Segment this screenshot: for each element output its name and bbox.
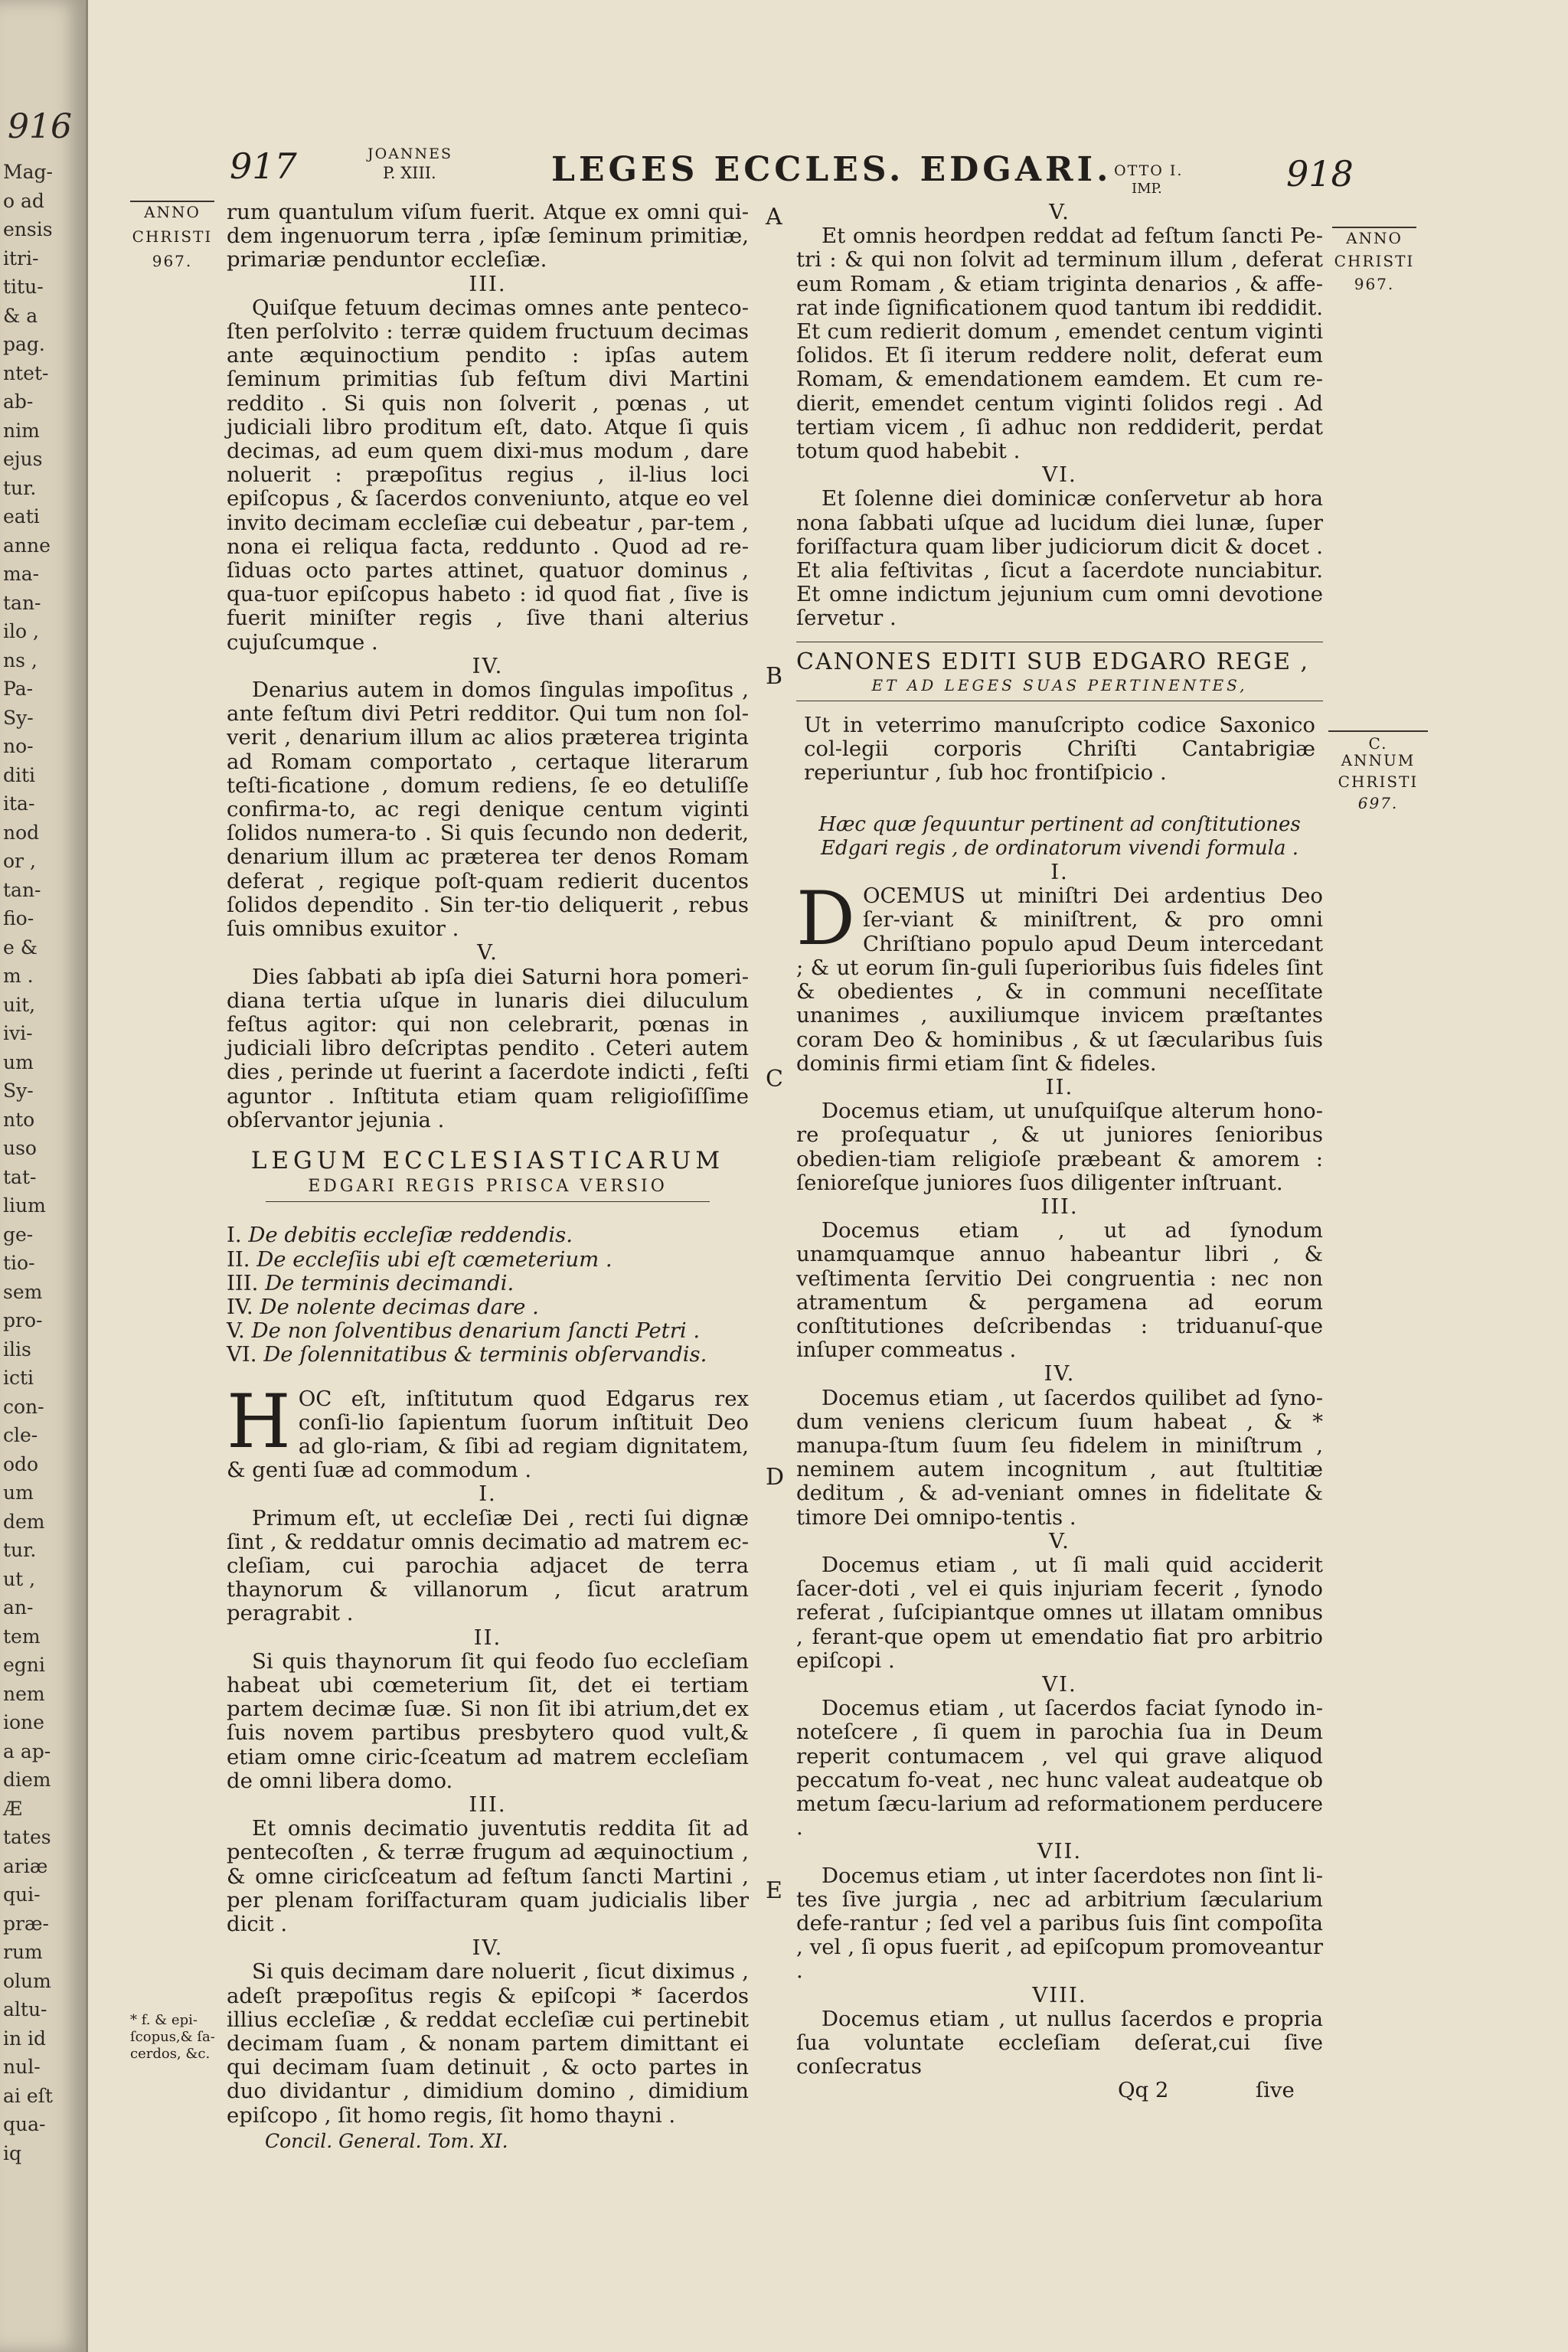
right-column bbox=[796, 201, 1323, 2103]
toc-item bbox=[227, 1319, 749, 1343]
page-number-917: 917 bbox=[230, 145, 297, 187]
canones-intro: Ut in veterrimo manuſcripto codice Saxonico col-legii corporis Chriſti Cantabrigiæ reperiuntur , ſub hoc frontiſpicio . bbox=[804, 713, 1315, 786]
left-page-fragment: diti bbox=[3, 763, 36, 786]
left-page-fragment: pro- bbox=[3, 1309, 43, 1331]
toc-text: De nolente decimas dare . bbox=[260, 1294, 539, 1319]
section-number: III. bbox=[1040, 1194, 1079, 1219]
paragraph: Quiſque fetuum decimas omnes ante penteco-ſten perſolvito : terræ quidem fructuum decimas ante æquinoctium pendito : ipſas autem ſeminum primitias ſub feſtum divi Martini reddito . Si quis non ſolverit , pœnas , ut judiciali libro proditum eſt, dato. Atque ſi quis decimas, ad eum quem dixi-mus modum , dare noluerit : præpoſitus regius , il-lius loci epiſcopus , & ſacerdos conveniunto, atque eo vel invito decimam eccleſiæ cui debeatur , par-tem , nona ei reliqua facta, reddunto . Quod ad re-ſiduas octo partes attinet, quatuor dominus , qua-tuor epiſcopus habeto : id quod fiat , ſive is fuerit miniſter regis , ſive thani alterius cujuſcumque . bbox=[227, 295, 749, 655]
haec-note: Hæc quæ ſequuntur pertinent ad conſtitutiones Edgari regis , de ordinatorum vivendi formula . bbox=[818, 812, 1301, 860]
left-page-fragment: nto bbox=[3, 1108, 35, 1131]
paragraph: Et ſolenne diei dominicæ conſervetur ab hora nona ſabbati uſque ad lucidum diei lunæ, ſuper foriſfactura quam liber judiciorum dicit & docet . Et alia feſtivitas , ſicut a ſacerdote nunciabitur. Et omne indictum jejunium cum omni devotione ſervetur . bbox=[796, 486, 1323, 631]
section-number: III. bbox=[469, 271, 507, 296]
left-column bbox=[227, 201, 749, 2153]
section-number: V. bbox=[1049, 200, 1070, 224]
left-page-fragment: a ap- bbox=[3, 1740, 51, 1762]
left-page-fragment: um bbox=[3, 1050, 34, 1073]
page-number-918: 918 bbox=[1286, 153, 1354, 194]
left-page-fragment: olum bbox=[3, 1969, 51, 1992]
left-page-fragment: qua- bbox=[3, 2113, 46, 2135]
left-page-fragment: Æ bbox=[3, 1797, 23, 1820]
footnote-marker: * f. & epi-ſcopus,& ſa-cerdos, &c. bbox=[130, 2012, 215, 2062]
toc-text: De non ſolventibus denarium ſancti Petri . bbox=[251, 1318, 701, 1344]
margin-rule-right bbox=[1332, 227, 1416, 228]
left-page-fragment: ai eſt bbox=[3, 2084, 53, 2107]
left-page-fragment: anne bbox=[3, 534, 51, 557]
toc-text: De eccleſiis ubi eſt cœmeterium . bbox=[256, 1246, 612, 1272]
c-annum-note bbox=[1328, 735, 1428, 812]
emperor-name: OTTO I. bbox=[1114, 162, 1184, 179]
left-page-fragment: diem bbox=[3, 1769, 51, 1791]
section-number: II. bbox=[473, 1625, 502, 1650]
left-page-fragment: lium bbox=[3, 1194, 46, 1217]
section-number: VI. bbox=[1042, 462, 1077, 488]
year: 967. bbox=[152, 252, 193, 270]
toc-item bbox=[227, 1295, 749, 1319]
anno-christi-right bbox=[1332, 230, 1416, 292]
left-page-fragment: Sy- bbox=[3, 706, 34, 729]
section-letter-b: B bbox=[766, 663, 783, 690]
paragraph: Denarius autem in domos ſingulas impoſitus , ante feſtum divi Petri redditor. Qui tum non ſol-verit , denarium illum ac alios præterea triginta ad Romam comportato , certaque literarum teſti-ficatione , domum rediens, ſe eo detuliſſe confirma-to, ac regi denique centum viginti ſolidos numera-to . Si quis ſecundo non dederit, denarium illum ac præterea ter denos Romam deferat , regique poſt-quam redierit ducentos ſolidos dependito . Sin ter-tio deliquerit , rebus ſuis omnibus exuitor . bbox=[227, 678, 749, 942]
left-page-fragment: qui- bbox=[3, 1883, 41, 1906]
toc-num: II. bbox=[227, 1246, 250, 1272]
left-page-fragment: ns , bbox=[3, 648, 38, 671]
margin-rule-left bbox=[130, 201, 214, 202]
toc-num: III. bbox=[227, 1270, 259, 1295]
section-number: III. bbox=[469, 1792, 507, 1817]
left-page-fragment: tur. bbox=[3, 476, 37, 499]
left-page-fragment: tur. bbox=[3, 1539, 37, 1561]
left-page-fragment: ab- bbox=[3, 390, 34, 413]
left-page-fragment: con- bbox=[3, 1395, 44, 1418]
left-page-fragment: iq bbox=[3, 2141, 21, 2164]
section-number: IV. bbox=[472, 1936, 504, 1961]
paragraph: Docemus etiam , ut nullus ſacerdos e propria ſua voluntate eccleſiam deſerat,cui ſive conſecratus bbox=[796, 2006, 1323, 2079]
left-page-fragment: sem bbox=[3, 1280, 43, 1303]
left-page-fragment: itri- bbox=[3, 247, 39, 270]
toc-item bbox=[227, 1223, 749, 1247]
left-page-fragment: cle- bbox=[3, 1424, 38, 1446]
left-page-fragment: no- bbox=[3, 735, 34, 757]
left-page-fragment: an- bbox=[3, 1596, 34, 1619]
christi-word: CHRISTI bbox=[132, 227, 213, 246]
left-page-fragment: ione bbox=[3, 1711, 44, 1733]
left-page-number: 916 bbox=[8, 107, 72, 146]
left-page-fragment: ut , bbox=[3, 1567, 36, 1590]
section-letter-c: C bbox=[766, 1066, 783, 1093]
toc-num: VI. bbox=[227, 1342, 257, 1367]
left-page-fragment: & a bbox=[3, 304, 38, 327]
page-title: LEGES ECCLES. EDGARI. bbox=[551, 150, 1112, 189]
left-page-fragment: ita- bbox=[3, 792, 35, 815]
drop-cap: H bbox=[227, 1378, 291, 1465]
paragraph: Si quis thaynorum ſit qui feodo ſuo eccleſiam habeat ubi cœmeterium ſit, det ei tertiam partem decimæ ſuæ. Si non ſit ibi atrium,det ex ſuis novem partibus presbytero quod vult,& etiam omne ciric-ſceatum ad matrem eccleſiam de omni libera domo. bbox=[227, 1648, 749, 1793]
section-number: VIII. bbox=[1032, 1982, 1087, 2007]
section-heading: LEGUM ECCLESIASTICARUM bbox=[250, 1146, 725, 1174]
paragraph: Dies ſabbati ab ipſa diei Saturni hora pomeri-diana tertia uſque in lunaris diei diluculum feſtus agitor: qui non celebrarit, pœnas in judiciali libro deſcriptas pendito . Ceteri autem dies , perinde ut fuerint a ſacerdote indicti , feſti aguntor . Inſtituta etiam quam religioſiſſime obſervantor jejunia . bbox=[227, 964, 749, 1132]
paragraph-text: OCEMUS ut miniſtri Dei ardentius Deo ſer-viant & miniſtrent, & pro omni Chriſtiano populo apud Deum intercedant ; & ut eorum ſin-guli ſuperioribus ſuis fideles ſint & obedientes , & in communi neceſſitate unanimes , auxiliumque invicem præſtantes coram Deo & hominibus , & ut ſæcularibus ſuis dominis firmi etiam ſint & fideles. bbox=[796, 884, 1323, 1076]
left-page-fragment: egni bbox=[3, 1654, 45, 1676]
left-page-fragment: dem bbox=[3, 1510, 45, 1533]
toc-text: De debitis eccleſiæ reddendis. bbox=[248, 1223, 573, 1248]
canones-subtitle: ET AD LEGES SUAS PERTINENTES, bbox=[796, 674, 1323, 701]
canones-title: CANONES EDITI SUB EDGARO REGE , bbox=[796, 642, 1323, 674]
left-page-fragment: uit, bbox=[3, 993, 36, 1016]
section-number: IV. bbox=[1044, 1361, 1076, 1387]
left-page-fragment: tem bbox=[3, 1625, 41, 1648]
left-page-fragment: ivi- bbox=[3, 1022, 33, 1044]
left-page-fragment: o ad bbox=[3, 189, 44, 212]
left-page-fragment: ilo , bbox=[3, 620, 39, 642]
christi-word: CHRISTI bbox=[1334, 252, 1415, 270]
paragraph: Et omnis decimatio juventutis reddita ſit ad pentecoſten , & terræ frugum ad æquinoctium , & omne ciricſceatum ad feſtum ſancti Martini , per plenam foriſfacturam quam judicialis liber dicit . bbox=[227, 1816, 749, 1937]
year: 697. bbox=[1357, 794, 1399, 812]
toc-text: De ſolennitatibus & terminis obſervandis. bbox=[263, 1342, 707, 1367]
c-annum: C. ANNUM bbox=[1341, 734, 1416, 769]
toc-num: IV. bbox=[227, 1294, 253, 1319]
left-page-fragment: pag. bbox=[3, 333, 45, 355]
left-page-fragment: altu- bbox=[3, 1998, 47, 2020]
left-page-fragment: præ- bbox=[3, 1912, 49, 1935]
section-letter-d: D bbox=[766, 1464, 785, 1491]
running-header bbox=[0, 0, 1568, 199]
left-page-fragment: ariæ bbox=[3, 1854, 48, 1877]
left-page-fragment: nod bbox=[3, 821, 40, 844]
drop-cap: D bbox=[796, 876, 855, 962]
left-page-fragment: um bbox=[3, 1481, 34, 1504]
year: 967. bbox=[1354, 275, 1395, 293]
intro-text: OC eſt, inſtitutum quod Edgarus rex conſi-lio ſapientum ſuorum inſtituit Deo ad glo-riam, & ſibi ad regiam dignitatem, & genti ſuæ ad commodum . bbox=[227, 1386, 749, 1483]
left-page-fragment: e & bbox=[3, 936, 38, 959]
toc-num: V. bbox=[227, 1318, 245, 1344]
left-page-fragment: tio- bbox=[3, 1252, 35, 1274]
christi-word: CHRISTI bbox=[1338, 773, 1419, 791]
left-page-fragment: in id bbox=[3, 2027, 47, 2050]
left-page-fragment: tan- bbox=[3, 878, 41, 901]
left-page-fragment: or , bbox=[3, 850, 36, 872]
left-page-fragment: rum bbox=[3, 1941, 43, 1963]
left-page-fragment: Sy- bbox=[3, 1080, 34, 1102]
left-page-fragment: ilis bbox=[3, 1338, 31, 1361]
toc-num: I. bbox=[227, 1223, 242, 1248]
section-number: VII. bbox=[1037, 1839, 1083, 1864]
paragraph: Docemus etiam , ut ad ſynodum unamquamque annuo habeantur libri , & veſtimenta ſervitio Dei congruentia : nec non atramentum & pergamena ad eorum conſtitutiones deſcribendas : triduanuſ-que inſuper commeatus . bbox=[796, 1218, 1323, 1363]
section-number: I. bbox=[1050, 860, 1069, 885]
paragraph bbox=[796, 876, 1323, 1076]
emperor-abbr: IMP. bbox=[1132, 181, 1162, 197]
section-number: I. bbox=[479, 1481, 497, 1507]
margin-rule-c bbox=[1328, 730, 1428, 732]
paragraph: Docemus etiam , ut inter ſacerdotes non ſint li-tes ſive jurgia , nec ad arbitrium ſæcularium defe-rantur ; ſed vel a paribus ſuis ſint compoſita , vel , ſi opus fuerit , ad epiſcopum promoveantur . bbox=[796, 1863, 1323, 1984]
section-letter-a: A bbox=[766, 204, 782, 230]
left-page-fragment: ensis bbox=[3, 218, 53, 240]
toc-text: De terminis decimandi. bbox=[265, 1270, 514, 1295]
left-page-fragment: titu- bbox=[3, 276, 44, 298]
footer-citation: Concil. General. Tom. XI. bbox=[265, 2129, 508, 2152]
signature-mark: Qq 2 bbox=[1118, 2078, 1169, 2103]
section-number: II. bbox=[1045, 1074, 1074, 1099]
section-number: V. bbox=[1049, 1528, 1070, 1553]
left-page-fragment: nul- bbox=[3, 2056, 41, 2078]
left-page-fragment: tan- bbox=[3, 591, 41, 614]
left-page-edge bbox=[0, 0, 88, 2352]
pope-name: JOANNES bbox=[368, 145, 453, 162]
left-page-fragment: ge- bbox=[3, 1223, 34, 1246]
left-page-fragment: m . bbox=[3, 965, 34, 987]
paragraph: Si quis decimam dare noluerit , ſicut diximus , adeſt præpoſitus regis & epiſcopi * ſacerdos illius eccleſiæ , & reddat eccleſiæ cui pertinebit decimam ſuam , & nonam partem dimittant ei qui decimam ſuam detinuit , & octo partes in duo dividantur , dimidium domino , dimidium epiſcopo , ſit homo regis, ſit homo thayni . bbox=[227, 1959, 749, 2128]
left-page-fragment: Pa- bbox=[3, 678, 34, 700]
paragraph: Primum eſt, ut eccleſiæ Dei , recti ſui dignæ ſint , & reddatur omnis decimatio ad matrem ec-cleſiam, cui parochia adjacet de terra thaynorum & villanorum , ſicut aratrum peragrabit . bbox=[227, 1505, 749, 1626]
section-subheading: EDGARI REGIS PRISCA VERSIO bbox=[266, 1174, 710, 1202]
left-page-fragment: tat- bbox=[3, 1165, 37, 1188]
left-page-fragment: eati bbox=[3, 505, 40, 528]
table-of-contents bbox=[227, 1223, 749, 1367]
paragraph: Docemus etiam , ut ſi mali quid acciderit ſacer-doti , vel ei quis injuriam fecerit , ſynodo referat , ſuſcipiantque omnes ut illatam omnibus , ferant-que opem ut emendatio fiat pro arbitrio epiſcopi . bbox=[796, 1552, 1323, 1673]
left-page-fragment: tates bbox=[3, 1826, 51, 1848]
left-page-fragment: icti bbox=[3, 1367, 34, 1389]
left-page-fragment: nim bbox=[3, 419, 40, 442]
paragraph: Docemus etiam , ut ſacerdos faciat ſynodo in-noteſcere , ſi quem in parochia ſua in Deum reperit contumacem , vel qui grave aliquod peccatum fo-veat , nec hunc valeat audeatque ob metum ſæcu-larium ad reformationem perducere . bbox=[796, 1696, 1323, 1841]
intro-paragraph bbox=[227, 1378, 749, 1483]
paragraph: rum quantulum viſum fuerit. Atque ex omni qui-dem ingenuorum terra , ipſæ ſeminum primitiæ, primariæ penduntor eccleſiæ. bbox=[227, 200, 749, 273]
toc-item bbox=[227, 1272, 749, 1295]
section-number: VI. bbox=[1042, 1671, 1077, 1697]
pope-number: P. XIII. bbox=[383, 164, 436, 182]
catchword: ſive bbox=[1256, 2078, 1295, 2103]
anno-word: ANNO bbox=[144, 203, 201, 221]
section-number: V. bbox=[477, 940, 498, 965]
anno-christi-left bbox=[130, 204, 214, 270]
left-page-fragment: nem bbox=[3, 1682, 45, 1705]
left-page-fragment: fio- bbox=[3, 907, 34, 929]
left-page-fragment: Mag- bbox=[3, 161, 53, 183]
toc-item bbox=[227, 1343, 749, 1367]
left-page-fragment: odo bbox=[3, 1452, 39, 1475]
left-page-fragment: uso bbox=[3, 1137, 37, 1159]
page-footer bbox=[796, 2079, 1323, 2103]
toc-item bbox=[227, 1248, 749, 1272]
paragraph: Et omnis heordpen reddat ad feſtum ſancti Pe-tri : & qui non ſolvit ad terminum illum , deferat eum Romam , & etiam triginta denarios , & affe-rat inde ſignificationem quod tantum ibi reddidit. Et cum redierit domum , emendet centum viginti ſolidos. Et ſi iterum reddere nolit, deferat eum Romam, & emendationem eamdem. Et cum re-dierit, emendet centum viginti ſolidos regi . Ad tertiam vicem , ſi adhuc non reddiderit, perdat totum quod habebit . bbox=[796, 224, 1323, 464]
section-letter-e: E bbox=[766, 1877, 782, 1904]
anno-word: ANNO bbox=[1346, 229, 1403, 247]
section-number: IV. bbox=[472, 653, 504, 678]
left-page-fragment: ma- bbox=[3, 563, 40, 585]
left-page-fragment: ejus bbox=[3, 448, 43, 470]
paragraph: Docemus etiam , ut ſacerdos quilibet ad ſyno-dum veniens clericum ſuum habeat , & * manupa-ſtum ſuum ſeu fidelem in miniſtrum , neminem autem incognitum , aut ſtultitiæ deditum , & ad-veniant omnes in fidelitate & timore Dei omnipo-tentis . bbox=[796, 1385, 1323, 1530]
left-page-fragment: ntet- bbox=[3, 361, 49, 384]
paragraph: Docemus etiam, ut unuſquiſque alterum hono-re proſequatur , & ut juniores ſenioribus obedien-tiam religioſe præbeant & amorem : ſenioreſque juniores ſuos diligenter inſtruant. bbox=[796, 1099, 1323, 1195]
